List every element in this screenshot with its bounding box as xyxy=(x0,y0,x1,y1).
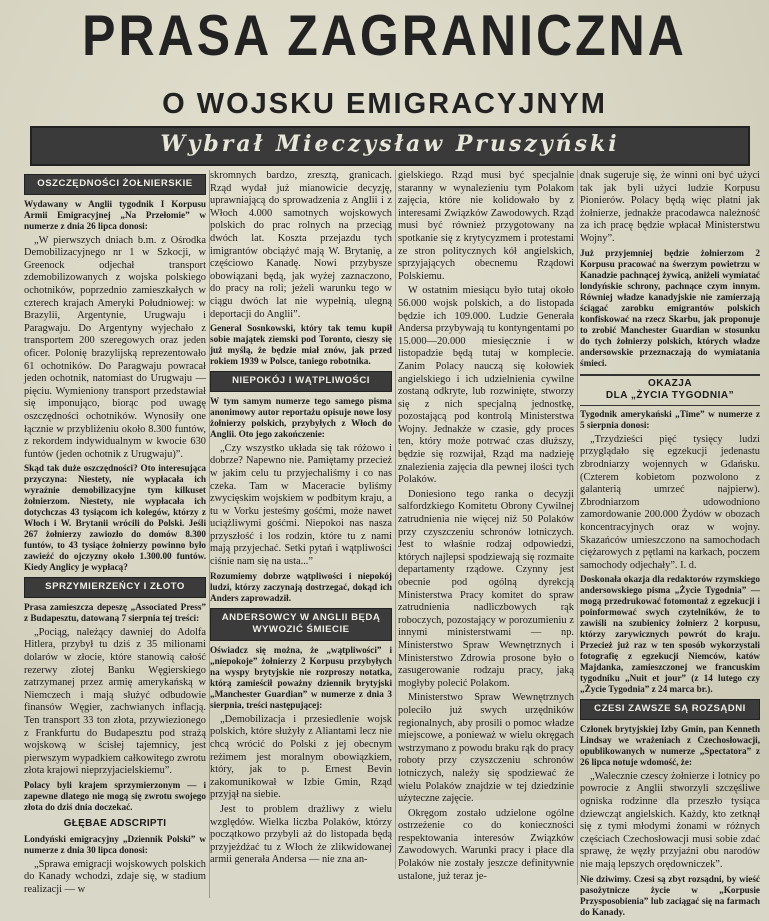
column-4 xyxy=(580,170,760,921)
section-heading: SPRZYMIERZEŃCY I ZŁOTO xyxy=(24,577,206,598)
section-heading: OSZCZĘDNOŚCI ŻOŁNIERSKIE xyxy=(24,174,206,195)
section-heading: CZESI ZAWSZE SĄ ROZSĄDNI xyxy=(580,699,760,720)
article-paragraph: „Demobilizacja i przesiedlenie wojsk polskich, które służyły z Aliantami lecz nie chcą wrócić do Polski z jej obecnym reżimem jest moralnym obowiązkiem, który, jak to p. Ernest Bevin zakomunikował w Izbie Gmin, Rząd przyjął na siebie. xyxy=(210,713,392,801)
page-title: PRASA ZAGRANICZNA xyxy=(82,3,687,68)
lead-text: Nie dziwimy. Czesi są zbyt rozsądni, by wieść pasożytnicze życie w „Korpusie Przysposobienia” lub zaciągać się na farmach do Kanady. xyxy=(580,873,760,917)
lead-text: Tygodnik amerykański „Time” w numerze z 5 sierpnia donosi: xyxy=(580,408,760,430)
lead-text: W tym samym numerze tego samego pisma anonimowy autor reportażu opisuje nowe losy żołnierzy polskich, przybyłych z Włoch do Anglii. Oto jego zakończenie: xyxy=(210,395,392,439)
section-heading: GŁĘBAE ADSCRIPTI xyxy=(63,818,167,829)
article-paragraph: Jest to problem drażliwy z wielu względów. Wielka liczba Polaków, którzy początkowo przybyli aż do listopada będą przyjeżdżać tu z Włoch że zlikwidowanej armii generała Andersa — nie zna an- xyxy=(210,804,392,866)
column-3 xyxy=(398,170,578,885)
article-paragraph: „W pierwszych dniach b.m. z Ośrodka Demobilizacyjnego nr 1 w Szkocji, w Greenock odjechał transport zdemobilizowanych z wojska polskiego ochotników, poprzednio zamieszkałych w czterech krajach Ameryki Południowej: w Brazylii, Argentynie, Urugwaju i Paragwaju. Do Argentyny wyjechało z transportem 200 szeregowych oraz jeden oficer. Polonię brazylijską reprezentowało 61 ochotników. Do Paragwaju powracał jeden ochotnik, natomiast do Urugwaju — pięciu. Wymieniony transport przedstawiał się imponująco, biorąc pod uwagę oszczędności ochotników. Wynosiły one łącznie w przybliżeniu około 8.300 funtów, z rekordem indywidualnym w kwocie 630 funtów (jeden ochotnik z Urugwaju)”. xyxy=(24,234,206,460)
article-paragraph: W ostatnim miesiącu było tutaj około 56.000 wojsk polskich, a do listopada będzie ich 109.000. Ludzie Generała Andersa przybywają tu kontyngentami po 15.000—20.000 miesięcznie i w listopadzie będą tutaj w komplecie. Zanim Polacy nauczą się kołowiek angielskiego i ich udzielnienia cywilne zostaną odkryte, lub rozwinięte, stworzy się z nich specjalną jednostkę, pozostającą pod kontrolą Ministerstwa Wojny. Jednakże w czasie, gdy proces ten, który może potrwać czas dłuższy, będzie się rozwijał, Rząd ma nadzieję znalezienia zajęcia dla pewnej ilości tych Polaków. xyxy=(398,285,574,486)
lead-text: General Sosnkowski, który tak temu kupił sobie majątek ziemski pod Toronto, cieszy się już myślą, że będzie miał znów, jak przed rokiem 1939 w Polsce, taniego robotnika. xyxy=(210,323,392,367)
article-paragraph: skromnych bardzo, zresztą, granicach. Rząd wydał już mianowicie decyzję, uprawniającą do sprowadzenia z Anglii i z Włoch 4.000 samotnych wojskowych polskich do prac rolnych na przeciąg dwóch lat. Koszta przejazdu tych imigrantów obciążyć mają W. Brytanię, a częściowo Kanadę. Nowi przybysze obowiązani będą, jak wyżej zaznaczono, do pracy na roli; jeżeli warunku tego w ciągu dwóch lat nie wypełnią, ulegną deportacji do Anglii”. xyxy=(210,170,392,320)
lead-text: Polacy byli krajem sprzymierzonym — i zapewne dlatego nie mogą się zwrotu swojego złota do dziś dnia doczekać. xyxy=(24,780,206,812)
article-paragraph: „Trzydzieści pięć tysięcy ludzi przyglądało się egzekucji jedenastu zbrodniarzy wojennych w Gdańsku. (Czterem kobietom pozwolono z galanterią umrzeć najpierw). Zbrodniarzom udowodniono zamordowanie 200.000 Żydów w obozach koncentracyjnych oraz w wojny. Skazańców umieszczono na samochodach ciężarowych z pętlami na karkach, poczem samochody odjechały”. I. d. xyxy=(580,433,760,571)
lead-text: Doskonała okazja dla redaktorów rzymskiego andersowskiego pisma „Życie Tygodnia” — mogą przedrukować fotomontaż z egzekucji i poinformować swych czytelników, że to zawiśli na szubienicy żołnierz 2 korpusu, którzy zarywicznych powrót do kraju. Przecież już raz w ten sposób wykorzystali fotografię z egzekucji Niemców, katów Majdanka, zamieszczonej we francuskim tygodniku „Nuit et jour” (z 14 lutego czy „Życie Tygodnia” z 24 marca br.). xyxy=(580,574,760,695)
article-paragraph: gielskiego. Rząd musi być specjalnie staranny w wynalezieniu tym Polakom zajęcia, które nie kolidowało by z interesami Związków Zawodowych. Rząd musi być również przygotowany na spotkanie się z krytycyzmem i protestami ze stron politycznych kół angielskich, sprzyjających obecnemu Rządowi Polskiemu. xyxy=(398,170,574,282)
column-2 xyxy=(210,170,396,869)
heading-line-1: OKAZJA xyxy=(647,377,693,389)
lead-text: Oświadcz się można, że „wątpliwości” i „niepokoje” żołnierzy 2 Korpusu przybyłych na wyspy brytyjskie nie rozproszy notatka, którą zamieścił poważny dziennik brytyjski „Manchester Guardian” w numerze z dnia 3 sierpnia, treści następującej: xyxy=(210,644,392,710)
lead-text: Już przyjemniej będzie żołnierzom 2 Korpusu pracować na śwerzym powietrzu w Kanadzie pachnącej żywicą, aniżeli wymiatać londyńskie schrony, pachnące czym innym. Równiej władze kanadyjskie nie zamierzają ściągać zarobku emigrantów polskich konfiskować na rzecz Skarbu, jak proponuje to zrobić Manchester Guardian w stosunku do tych żołnierzy polskich, których władze andersowskie przeznaczają do wymiatania śmieci. xyxy=(580,247,760,368)
page-subtitle: O WOJSKU EMIGRACYJNYM xyxy=(162,88,607,120)
lead-text: Londyński emigracyjny „Dziennik Polski” w numerze z dnia 30 lipca donosi: xyxy=(24,833,206,855)
article-paragraph: „Czy wszystko układa się tak różowo i dobrze? Napewno nie. Pamiętamy przecież w jakim celu tu przyjechaliśmy i co nas czeka. Tam w Maceracie byliśmy zwycięskim wojskiem w podbitym kraju, a tu w Vorku jesteśmy gośćmi, może nawet uciążliwymi gośćmi. Niepokoi nas nasza przyszłość i los rodzin, które tu z nami mają przyjechać. Setki pytań i wątpliwości ciśnie nam się na usta...” xyxy=(210,442,392,568)
section-heading: NIEPOKÓJ I WĄTPLIWOŚCI xyxy=(210,371,392,392)
byline-banner xyxy=(30,126,750,166)
lead-text: Skąd tak duże oszczędności? Oto interesująca przyczyna: Niestety, nie wypłacała ich wyraźnie demobilizacyjne tym kilkuset żołnierzom. Niestety, nie wypłacała ich dotychczas 43 tysiącom ich kolegów, którzy z Włoch i W. Brytanii wrócili do Polski. Jeśli 267 żołnierzy zawiozło do domów 8.300 funtów, to 43 tysiące żołnierzy powinno było zawieźć do ojczyzny około 1.300.00 funtów. Kiedy Anglicy je wypłacą? xyxy=(24,463,206,573)
article-paragraph: dnak sugeruje się, że winni oni być użyci tak jak byli użyci ludzie Korpusu Pionierów. Polacy będą więc płatni jak żołnierze, jednakże pracodawca należność za ich pracę będzie wpłacał Ministerstwu Wojny”. xyxy=(580,170,760,244)
byline: Wybrał Mieczysław Pruszyński xyxy=(160,131,620,157)
article-paragraph: Ministerstwo Spraw Wewnętrznych poleciło już swych urzędników regionalnych, aby prosili o pomoc władze miejscowe, a ponieważ w wielu okręgach wstrzymano z powodu braku rąk do pracy roboty przy czyszczeniu schronów lotniczych, należy się spodziewać że wielu Polaków znajdzie w tej dziedzinie użyteczne zajęcie. xyxy=(398,692,574,805)
heading-line-2: DLA „ŻYCIA TYGODNIA” xyxy=(605,390,735,402)
article-paragraph: „Pociąg, należący dawniej do Adolfa Hitlera, przybył tu dziś z 35 milionami dolarów w złocie, które stanowią całość rezerwy złotej Banku Węgierskiego zatrzymanej przez armię amerykańską w Niemczech i mają służyć odbudowie finansów Węgier, zachwianych inflacją. Ten transport 33 ton złota, przywiezionego z Frankfurtu do Budapesztu pod strażą wojskową w ścisłej tajemnicy, jest pierwszym wypadkiem całkowitego zwrotu złota krajowi nieprzyjacielskiemu”. xyxy=(24,626,206,777)
section-heading xyxy=(580,374,760,406)
column-1 xyxy=(24,170,210,898)
lead-text: Prasa zamieszcza depeszę „Associated Press” z Budapesztu, datowaną 7 sierpnia tej treści: xyxy=(24,601,206,623)
article-paragraph: Okręgom zostało udzielone ogólne ostrzeżenie co do konieczności respektowania interesów Związków Zawodowych. Warunki pracy i płace dla Polaków nie zostały jeszcze definitywnie ustalone, już teraz je- xyxy=(398,807,574,882)
section-heading: ANDERSOWCY W ANGLII BĘDĄ WYWOZIĆ ŚMIECIE xyxy=(210,608,392,641)
lead-text: Wydawany w Anglii tygodnik I Korpusu Armii Emigracyjnej „Na Przełomie” w numerze z dnia 26 lipca donosi: xyxy=(24,198,206,231)
lead-text: Rozumiemy dobrze wątpliwości i niepokój ludzi, którzy zaczynają dostrzegać, dokąd ich Anders zaprowadził. xyxy=(210,570,392,603)
article-paragraph: Doniesiono tego ranka o decyzji salfordzkiego Komitetu Obrony Cywilnej zatrudnienia nie więcej niż 50 Polaków przy czyszczeniu schronów lotniczych. Jest to właśnie rodzaj odpowiedzi, których najlepsi spodziewają się rozmaite departamenty rządowe. Czynny jest obecnie pod ogólną dyrekcją Ministerstwa Pracy komitet do spraw zatrudnienia nadliczbowych rąk roboczych, pozostający w porozumieniu z innymi ministerstwami — np. Ministerstwo Spraw Wewnętrznych i Ministerstwo Zdrowia prosone było o zasugerowanie rodzaju pracy, jaką mogłyby polecić Polakom. xyxy=(398,488,574,689)
article-paragraph: „Walecznie czescy żołnierze i lotnicy po powrocie z Anglii stworzyli szczęśliwe ogniska rodzinne dla przeszło tysiąca dziewcząt angielskich. Każdy, kto zetknął się z tymi młodymi żonami w różnych częściach Czechosłowacji musi sobie zdać sprawę, że węzły przyjaźni obu narodów nie mają lepszych orędowniczek”. xyxy=(580,770,760,871)
article-paragraph: „Sprawa emigracji wojskowych polskich do Kanady wchodzi, zdaje się, w stadium realizacji — w xyxy=(24,858,206,895)
lead-text: Członek brytyjskiej Izby Gmin, pan Kenneth Lindsay we wrażeniach z Czechosłowacji, opublikowanych w numerze „Spectatora” z 26 lipca notuje wdomość, że: xyxy=(580,723,760,767)
